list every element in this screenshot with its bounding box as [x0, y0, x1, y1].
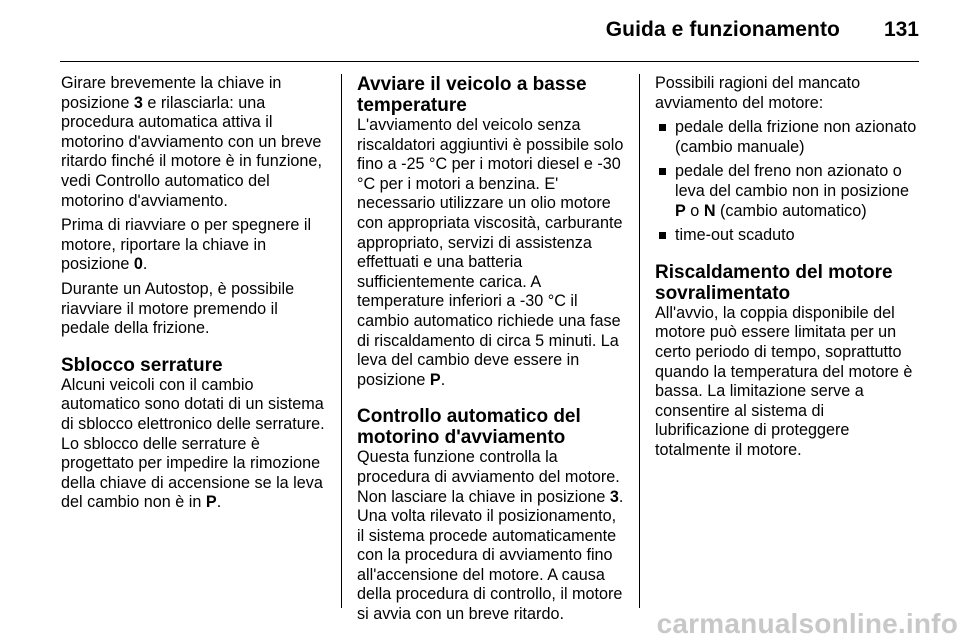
column-3	[655, 74, 921, 466]
paragraph: L'avviamento del veicolo senza riscaldatori aggiuntivi è possibile solo fino a -25 °C per i motori diesel e -30 °C per i motori a benzina. E' necessario utilizzare un olio motore con appropriata viscosità, carburante appropriato, servizi di assistenza effettuati e una batteria sufficientemente carica. A temperature inferiori a -30 °C il cambio automatico richiede una fase di riscaldamento di circa 5 minuti. La leva del cambio deve essere in posizione P.	[357, 116, 624, 389]
column-divider-2	[639, 74, 640, 608]
list-item: time-out scaduto	[655, 226, 921, 246]
bullet-square-icon	[659, 168, 666, 175]
page-number: 131	[883, 18, 919, 41]
column-2	[357, 74, 625, 630]
paragraph: Questa funzione controlla la procedura di avviamento del motore. Non lasciare la chiave in posizione 3. Una volta rilevato il posizionamento, il sistema procede automaticamente con la procedura di avviamento fino all'accensione del motore. A causa della procedura di controllo, il motore si avvia con un breve ritardo.	[357, 448, 624, 624]
page-header	[0, 0, 960, 60]
list-item: pedale della frizione non azionato (cambio manuale)	[655, 118, 921, 157]
paragraph: Alcuni veicoli con il cambio automatico sono dotati di un sistema di sblocco elettronico delle serrature. Lo sblocco delle serrature è progettato per impedire la rimozione della chiave di accensione se la leva del cambio non è in P.	[61, 375, 325, 512]
list-item: pedale del freno non azionato o leva del cambio non in posizione P o N (cambio automatico)	[655, 162, 921, 221]
paragraph: Girare brevemente la chiave in posizione 3 e rilasciarla: una procedura automatica attiva il motorino d'avviamento con un breve ritardo finché il motore è in funzione, vedi Controllo automatico del motorino d'avviamento.	[61, 74, 322, 210]
column-divider-1	[341, 74, 342, 608]
section-heading: Avviare il veicolo a basse temperature	[357, 74, 587, 116]
column-1	[61, 74, 327, 518]
section-heading: Controllo automatico del motorino d'avviamento	[357, 406, 581, 449]
section-heading: Riscaldamento del motore sovralimentato	[655, 261, 893, 304]
paragraph: All'avvio, la coppia disponibile del motore può essere limitata per un certo periodo di tempo, soprattutto quando la temperatura del motore è bassa. La limitazione serve a consentire al sistema di lubrificazione di proteggere totalmente il motore.	[655, 303, 913, 459]
paragraph: Prima di riavviare o per spegnere il motore, riportare la chiave in posizione 0.	[61, 216, 312, 274]
header-rule	[60, 61, 919, 62]
bullet-square-icon	[659, 232, 666, 239]
bullet-square-icon	[659, 124, 666, 131]
header-title: Guida e funzionamento	[605, 18, 840, 41]
section-heading: Sblocco serrature	[61, 354, 223, 376]
bullet-list	[655, 118, 921, 246]
paragraph: Durante un Autostop, è possibile riavviare il motore premendo il pedale della frizione.	[61, 279, 295, 338]
paragraph: Possibili ragioni del mancato avviamento del motore:	[655, 74, 861, 112]
watermark: carmanualsonline.info	[656, 608, 958, 639]
